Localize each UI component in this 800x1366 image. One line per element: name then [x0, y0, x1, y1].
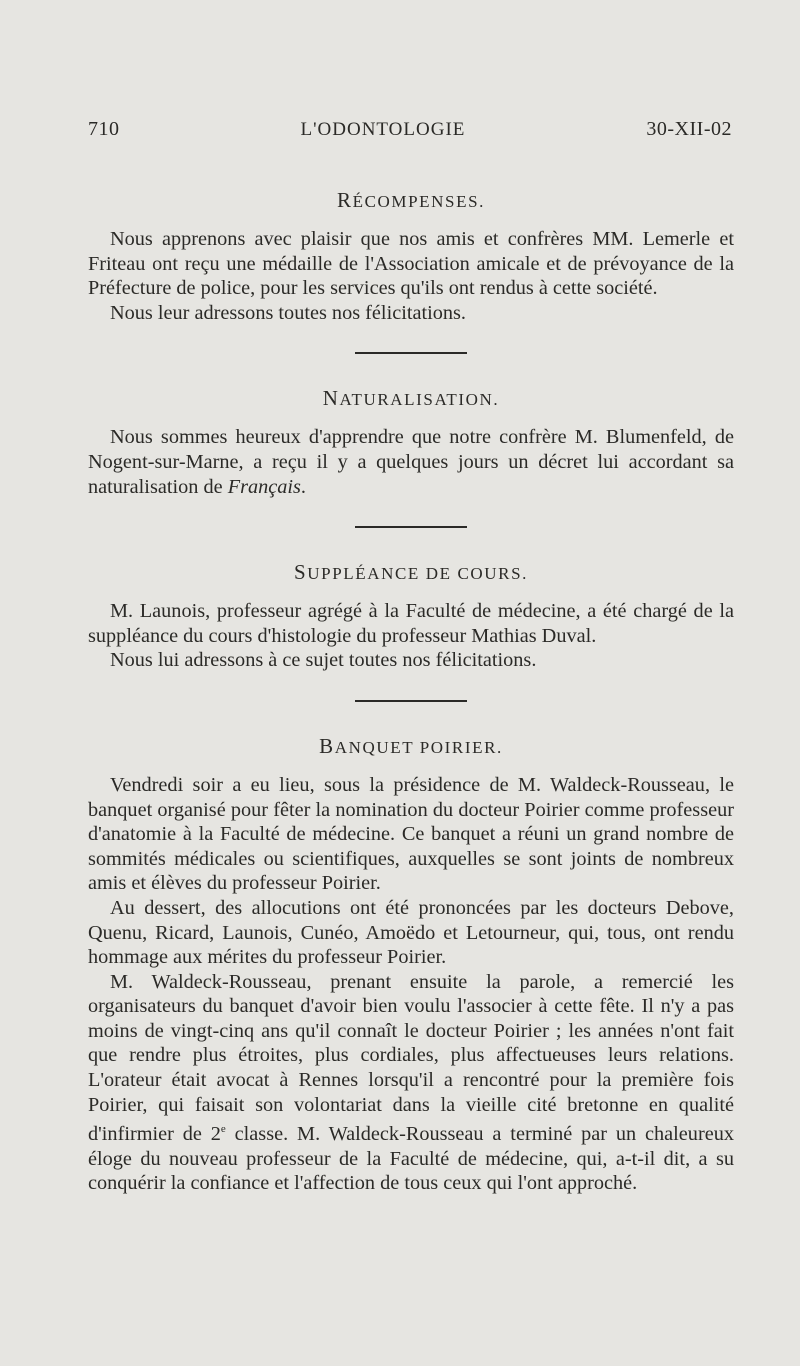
- paragraph: Nous sommes heureux d'apprendre que notre confrère M. Blumenfeld, de Nogent-sur-Marne, a reçu il y a quelques jours un décret lui accordant sa naturalisation de Français.: [88, 426, 734, 498]
- section-title: BANQUET POIRIER.: [319, 733, 503, 758]
- issue-date: 30-XII-02: [646, 118, 732, 140]
- paragraph: M. Launois, professeur agrégé à la Faculté de médecine, a été chargé de la suppléance du cours d'histologie du professeur Mathias Duval.: [88, 600, 734, 647]
- paragraph: Nous lui adressons à ce sujet toutes nos félicitations.: [110, 649, 537, 672]
- section-title: SUPPLÉANCE DE COURS.: [293, 560, 528, 585]
- section-title: RÉCOMPENSES.: [337, 188, 485, 212]
- running-header: [88, 118, 732, 141]
- paragraph: Nous leur adressons toutes nos félicitations.: [110, 301, 466, 324]
- page-content: [88, 188, 734, 1196]
- italic-word: Français: [227, 475, 301, 498]
- paragraph: Au dessert, des allocutions ont été prononcées par les docteurs Debove, Quenu, Ricard, Launois, Cunéo, Amoëdo et Letourneur, qui, tous, ont rendu hommage aux mérites du professeur Poirier.: [88, 896, 734, 969]
- section-divider: [355, 352, 467, 354]
- section-divider: [355, 526, 467, 528]
- ordinal: 2e: [210, 1123, 226, 1146]
- section-divider: [355, 700, 467, 702]
- section-title: NATURALISATION.: [322, 386, 500, 411]
- page-number: 710: [88, 118, 120, 140]
- section-recompenses: [88, 188, 734, 325]
- section-banquet-poirier: [88, 734, 734, 1196]
- paragraph: M. Waldeck-Rousseau, prenant ensuite la parole, a remercié les organisateurs du banquet d'avoir bien voulu l'associer à cette fête. Il n'y a pas moins de vingt-cinq ans qu'il connaît le docteur Poirier ; les années n'ont fait que rendre plus étroites, plus cordiales, plus affectueuses leurs relations. L'orateur était avocat à Rennes lorsqu'il a rencontré pour la première fois Poirier, qui faisait son volontariat dans la vieille cité bretonne en qualité d'infirmier de 2e classe. M. Waldeck-Rousseau a terminé par un chaleureux éloge du nouveau professeur de la Faculté de médecine, qui, a-t-il dit, a su conquérir la confiance et l'affection de tous ceux qui l'ont approché.: [88, 970, 734, 1195]
- paragraph: Vendredi soir a eu lieu, sous la présidence de M. Waldeck-Rousseau, le banquet organisé pour fêter la nomination du docteur Poirier comme professeur d'anatomie à la Faculté de médecine. Ce banquet a réuni un grand nombre de sommités médicales ou scientifiques, auxquelles se sont joints de nombreux amis et élèves du professeur Poirier.: [88, 773, 734, 895]
- journal-title: L'ODONTOLOGIE: [300, 119, 466, 140]
- section-suppleance: [88, 560, 734, 673]
- section-naturalisation: [88, 386, 734, 499]
- paragraph: Nous apprenons avec plaisir que nos amis et confrères MM. Lemerle et Friteau ont reçu une médaille de l'Association amicale et de prévoyance de la Préfecture de police, pour les services qu'ils ont rendus à cette société.: [88, 228, 734, 300]
